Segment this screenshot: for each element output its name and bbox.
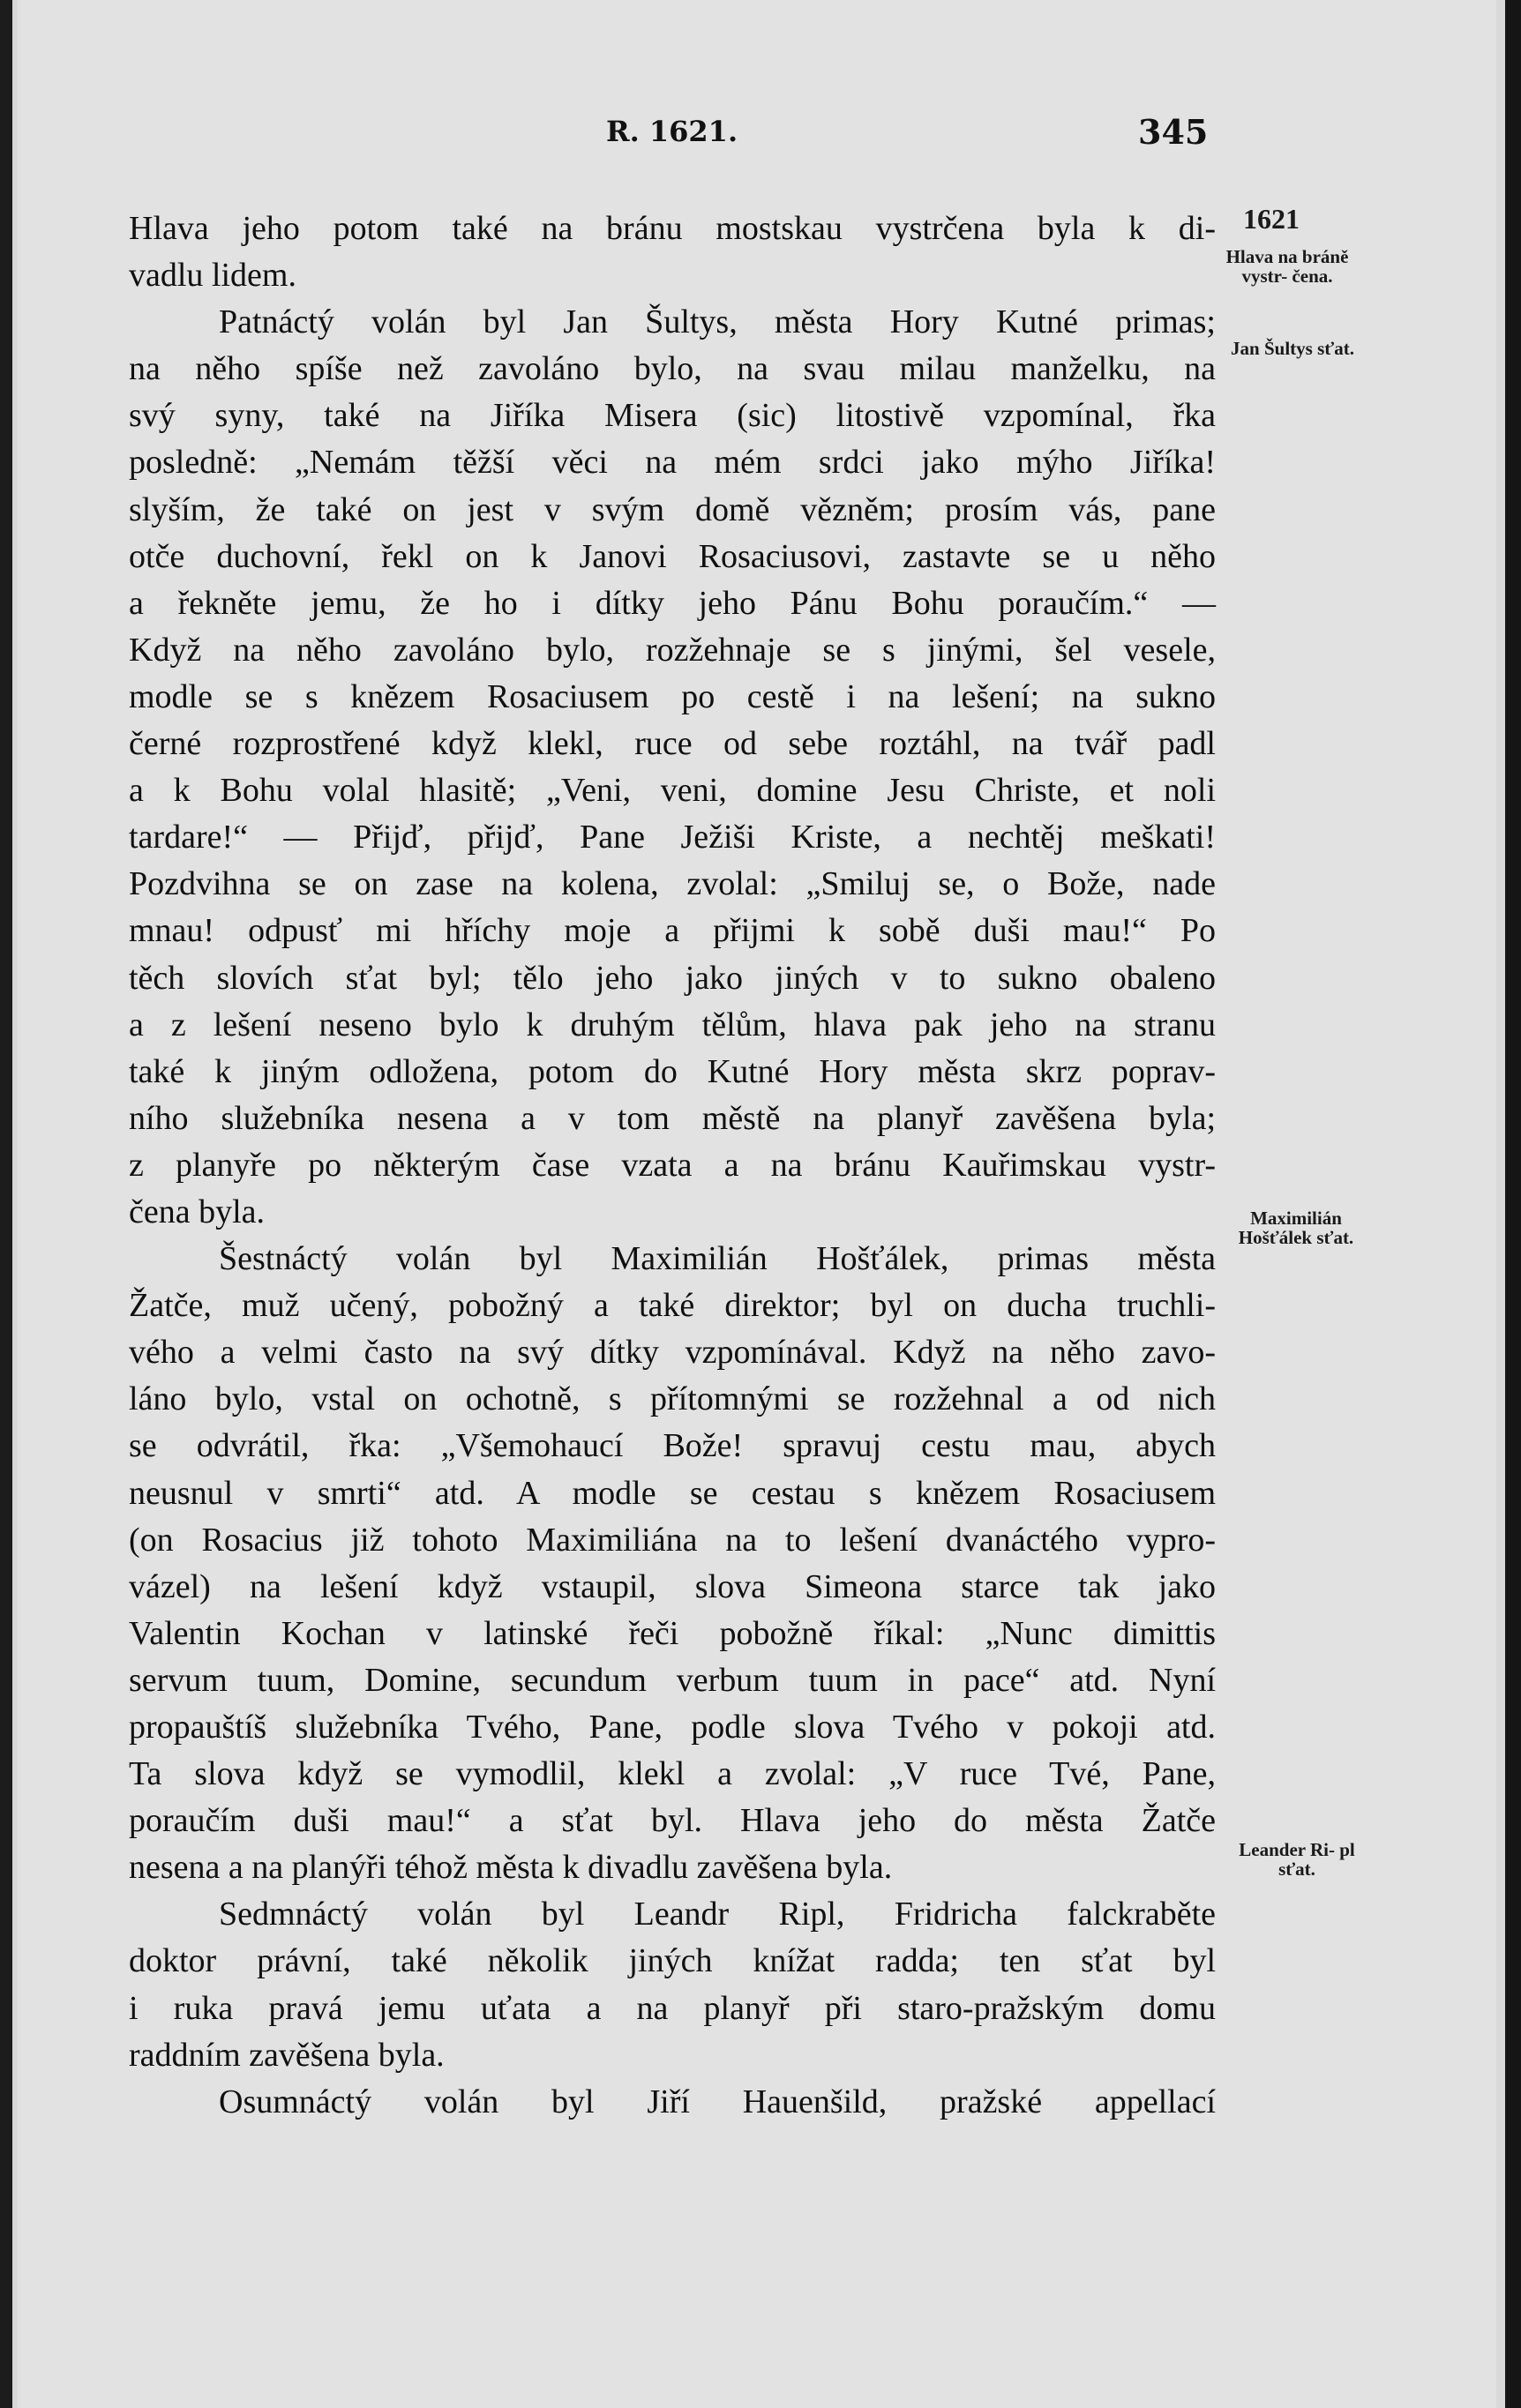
text-line: slyším, že také on jest v svým domě vězněm; prosím vás, pane [129,490,1216,528]
text-line: z planyře po některým čase vzata a na bránu Kauřimskau vystr- [129,1146,1216,1184]
text-line: propauštíš služebníka Tvého, Pane, podle slova Tvého v pokoji atd. [129,1709,1216,1746]
text-line: Pozdvihna se on zase na kolena, zvolal: „Smiluj se, o Bože, nade [129,865,1216,903]
text-line: otče duchovní, řekl on k Janovi Rosaciusovi, zastavte se u něho [129,537,1216,575]
margin-year: 1621 [1243,203,1300,235]
text-line: ního služebníka nesena a v tom městě na planyř zavěšena byla; [129,1099,1216,1137]
text-line: vadlu lidem. [129,257,296,295]
left-scan-edge [0,0,12,2408]
text-line: Ta slova když se vymodlil, klekl a zvolal: „V ruce Tvé, Pane, [129,1755,1216,1793]
text-line: poraučím duši mau!“ a sťat byl. Hlava jeho do města Žatče [129,1802,1216,1840]
text-line: nesena a na planýři téhož města k divadlu zavěšena byla. [129,1849,893,1887]
text-line: (on Rosacius již tohoto Maximiliána na to lešení dvanáctého vypro- [129,1521,1216,1559]
text-line: neusnul v smrti“ atd. A modle se cestau s knězem Rosaciusem [129,1474,1216,1512]
text-line: také k jiným odložena, potom do Kutné Hory města skrz poprav- [129,1052,1216,1090]
text-line: modle se s knězem Rosaciusem po cestě i na lešení; na sukno [129,677,1216,715]
text-line: Osumnáctý volán byl Jiří Hauenšild, pražské appellací [219,2083,1216,2120]
text-line: a řekněte jemu, že ho i dítky jeho Pánu Bohu poraučím.“ — [129,584,1216,622]
text-line: a z lešení neseno bylo k druhým tělům, hlava pak jeho na stranu [129,1006,1216,1043]
text-line: mnau! odpusť mi hříchy moje a přijmi k sobě duši mau!“ Po [129,912,1216,950]
right-scan-edge [1505,0,1521,2408]
text-line: tardare!“ — Přijď, přijď, Pane Ježiši Kriste, a nechtěj meškati! [129,819,1216,856]
text-line: raddním zavěšena byla. [129,2036,445,2074]
text-line: těch slovích sťat byl; tělo jeho jako jiných v to sukno obaleno [129,959,1216,997]
margin-note-leander-ripl: Leander Ri- pl sťat. [1239,1839,1355,1881]
body-text [129,206,1216,2126]
text-line: černé rozprostřené když klekl, ruce od sebe roztáhl, na tvář padl [129,725,1216,763]
text-line: čena byla. [129,1193,266,1230]
text-line: Patnáctý volán byl Jan Šultys, města Hory Kutné primas; [219,303,1216,341]
text-line: servum tuum, Domine, secundum verbum tuum in pace“ atd. Nyní [129,1661,1216,1699]
text-line: Sedmnáctý volán byl Leandr Ripl, Fridricha falckraběte [219,1896,1216,1933]
text-line: doktor právní, také několik jiných knížat radda; ten sťat byl [129,1942,1216,1980]
text-line: Když na něho zavoláno bylo, rozžehnaje se s jinými, šel vesele, [129,631,1216,669]
text-line: Šestnáctý volán byl Maximilián Hošťálek, primas města [219,1240,1216,1278]
margin-note-maximilian-hostalek: Maximilián Hošťálek sťat. [1238,1208,1354,1249]
margin-note-head-on-gate: Hlava na bráně vystr- čena. [1225,246,1349,288]
text-line: láno bylo, vstal on ochotně, s přítomnými se rozžehnal a od nich [129,1380,1216,1418]
text-line: Valentin Kochan v latinské řeči pobožně říkal: „Nunc dimittis [129,1614,1216,1652]
text-line: vého a velmi často na svý dítky vzpomínával. Když na něho zavo- [129,1334,1216,1372]
text-line: vázel) na lešení když vstaupil, slova Simeona starce tak jako [129,1567,1216,1605]
text-line: se odvrátil, řka: „Všemohaucí Bože! spravuj cestu mau, abych [129,1427,1216,1465]
margin-note-jan-sultys: Jan Šultys sťat. [1231,338,1354,359]
page-number: 345 [1138,112,1209,152]
text-line: Hlava jeho potom také na bránu mostskau vystrčena byla k di- [129,210,1216,247]
text-line: svý syny, také na Jiříka Misera (sic) litostivě vzpomínal, řka [129,397,1216,435]
text-line: Žatče, muž učený, pobožný a také direktor; byl on ducha truchli- [129,1287,1216,1325]
text-line: posledně: „Nemám těžší věci na mém srdci jako mýho Jiříka! [129,444,1216,482]
text-line: i ruka pravá jemu uťata a na planyř při staro-pražským domu [129,1989,1216,2027]
text-line: a k Bohu volal hlasitě; „Veni, veni, domine Jesu Christe, et noli [129,772,1216,810]
text-line: na něho spíše než zavoláno bylo, na svau milau manželku, na [129,350,1216,388]
running-head: R. 1621. [606,115,738,148]
